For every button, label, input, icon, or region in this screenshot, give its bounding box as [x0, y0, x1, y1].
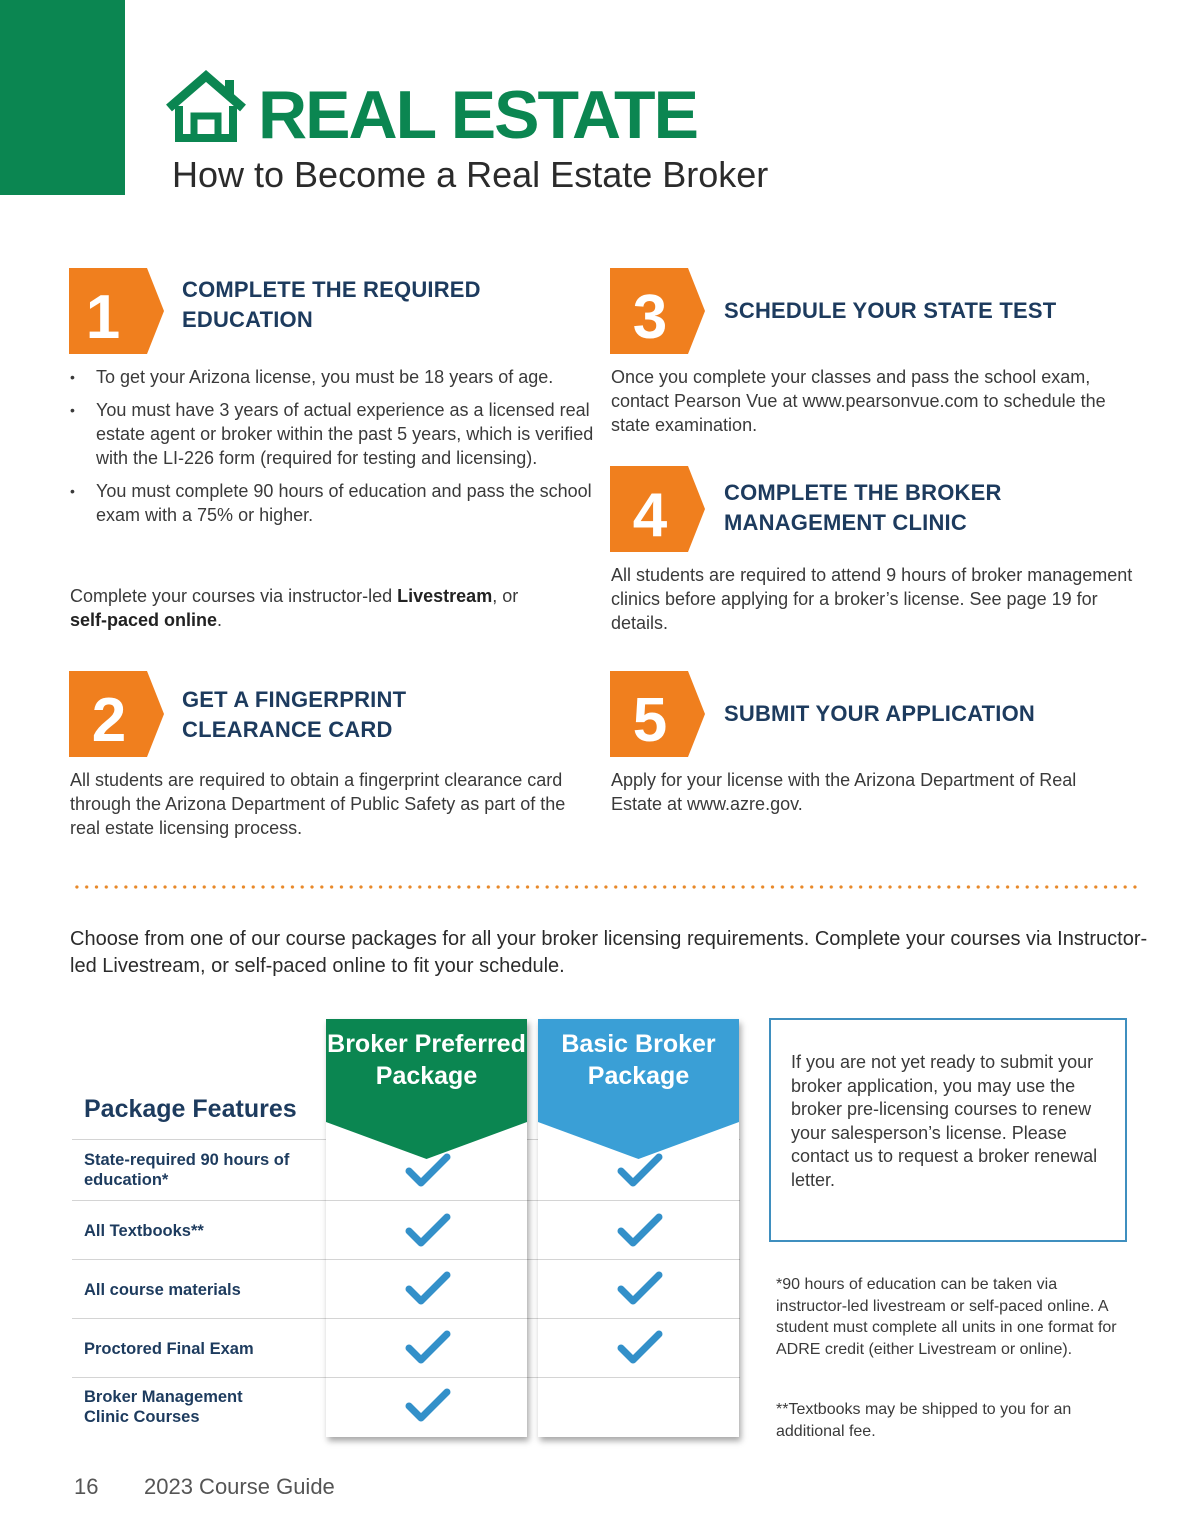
- renewal-note-box: [769, 1018, 1127, 1242]
- step-5-number: 5: [632, 686, 668, 755]
- requirement-item: • You must complete 90 hours of education and pass the school exam with a 75% or higher.: [70, 479, 595, 527]
- step-1-requirements: [70, 365, 595, 536]
- page-title: REAL ESTATE: [258, 77, 697, 153]
- step-1-title: COMPLETE THE REQUIRED EDUCATION: [182, 277, 481, 332]
- step-4-body: All students are required to attend 9 hours of broker management clinics before applying for a broker’s license. See page 19 for details.: [611, 565, 1133, 633]
- step-5-badge: [610, 671, 705, 757]
- step-1-delivery-note: Complete your courses via instructor-led Livestream, or self-paced online.: [70, 586, 519, 630]
- feature-label: All Textbooks**: [84, 1222, 204, 1240]
- package-features-heading: Package Features: [84, 1095, 297, 1123]
- step-4-number: 4: [632, 481, 668, 550]
- house-icon: [163, 70, 249, 144]
- feature-label: Proctored Final Exam: [84, 1340, 254, 1358]
- requirement-item: • You must have 3 years of actual experience as a licensed real estate agent or broker within the past 5 years, which is verified with the LI-226 form (required for testing and licensing).: [70, 398, 595, 470]
- feature-label: State-required 90 hours of education*: [84, 1151, 290, 1189]
- page-subtitle: How to Become a Real Estate Broker: [172, 154, 769, 195]
- check-icon: [405, 1330, 451, 1366]
- dotted-divider: [72, 884, 1142, 890]
- package-name-basic: Basic Broker Package: [561, 1030, 716, 1090]
- header-accent-bar: [0, 0, 125, 195]
- check-icon: [405, 1271, 451, 1307]
- step-3-badge: [610, 268, 705, 354]
- step-2-title: GET A FINGERPRINT CLEARANCE CARD: [182, 687, 407, 742]
- footnote-textbooks: **Textbooks may be shipped to you for an additional fee.: [776, 1401, 1072, 1440]
- check-icon: [617, 1213, 663, 1249]
- guide-name: 2023 Course Guide: [144, 1474, 335, 1499]
- check-icon: [405, 1213, 451, 1249]
- step-2-badge: [69, 671, 164, 757]
- page-number: 16: [74, 1474, 99, 1499]
- requirement-item: • To get your Arizona license, you must be 18 years of age.: [70, 365, 595, 389]
- package-column-preferred: [326, 1019, 527, 1437]
- footnote-education: *90 hours of education can be taken via instructor-led livestream or self-paced online. A student must complete all units in one format for ADRE credit (either Livestream or online).: [776, 1276, 1117, 1358]
- check-icon: [617, 1153, 663, 1189]
- step-1-number: 1: [85, 283, 121, 352]
- step-3-body: Once you complete your classes and pass the school exam, contact Pearson Vue at www.pearsonvue.com to schedule the state examination.: [611, 367, 1106, 435]
- package-column-basic: [538, 1019, 739, 1437]
- step-5-title: SUBMIT YOUR APPLICATION: [724, 701, 1035, 726]
- step-3-number: 3: [632, 283, 668, 352]
- step-3-title: SCHEDULE YOUR STATE TEST: [724, 298, 1057, 323]
- check-icon: [617, 1330, 663, 1366]
- table-divider: [326, 1318, 527, 1319]
- step-4-badge: [610, 466, 705, 552]
- feature-label: All course materials: [84, 1281, 241, 1299]
- packages-intro: Choose from one of our course packages for all your broker licensing requirements. Complete your courses via Instructor-led Livestream, or self-paced online to fit your schedule.: [70, 928, 1148, 977]
- check-icon: [405, 1388, 451, 1424]
- table-divider: [538, 1259, 739, 1260]
- check-icon: [617, 1271, 663, 1307]
- table-divider: [326, 1259, 527, 1260]
- table-divider: [326, 1377, 527, 1378]
- step-4-title: COMPLETE THE BROKER MANAGEMENT CLINIC: [724, 480, 1002, 535]
- table-divider: [538, 1377, 739, 1378]
- step-2-number: 2: [91, 686, 127, 755]
- check-icon: [405, 1153, 451, 1189]
- feature-label: Broker Management Clinic Courses: [84, 1388, 243, 1426]
- table-divider: [538, 1318, 739, 1319]
- step-2-body: All students are required to obtain a fingerprint clearance card through the Arizona Department of Public Safety as part of the real estate licensing process.: [70, 770, 566, 838]
- package-name-preferred: Broker Preferred Package: [327, 1030, 526, 1090]
- step-5-body: Apply for your license with the Arizona Department of Real Estate at www.azre.gov.: [611, 770, 1077, 814]
- table-divider: [538, 1200, 739, 1201]
- renewal-note-text: If you are not yet ready to submit your broker application, you may use the broker pre-licensing courses to renew your salesperson’s license. Please contact us to request a broker renewal letter.: [791, 1052, 1098, 1190]
- table-divider: [326, 1200, 527, 1201]
- step-1-badge: [69, 268, 164, 354]
